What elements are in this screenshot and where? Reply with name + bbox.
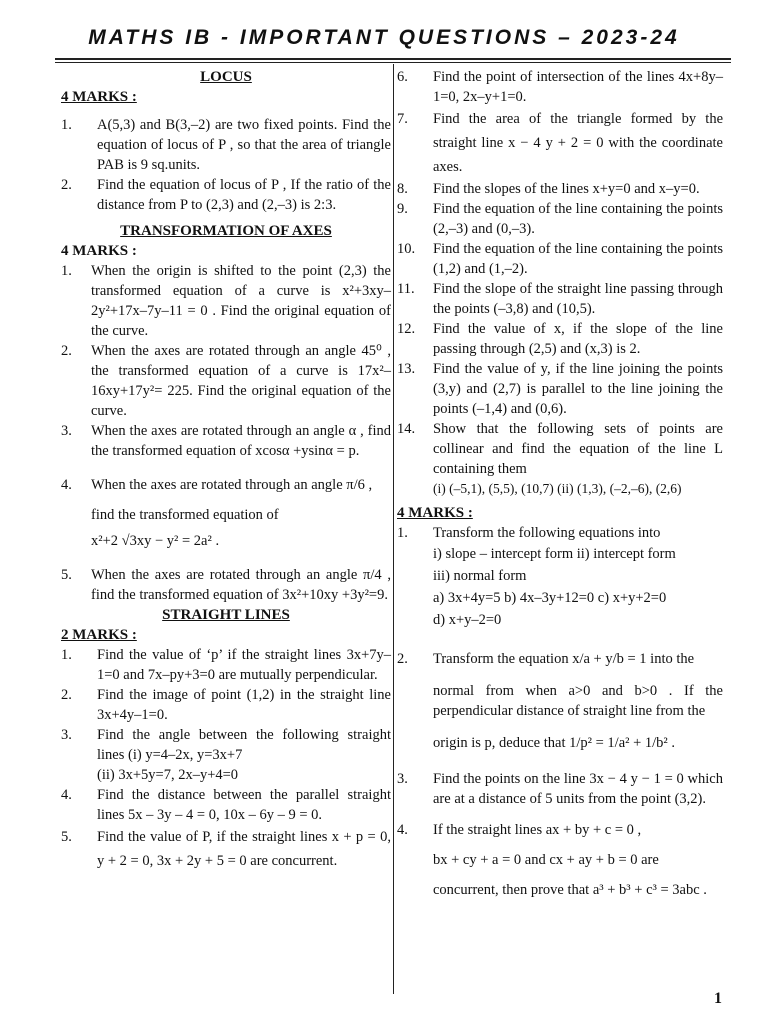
question-item: 10. Find the equation of the line containing the points (1,2) and (1,–2). xyxy=(397,241,723,277)
question-line: find the transformed equation of xyxy=(91,507,279,523)
question-item: 2. Find the equation of locus of P , If the ratio of the distance from P to (2,3) and (2,–3) is 2:3. xyxy=(61,177,391,213)
question-item: 3. Find the angle between the following straight lines (i) y=4–2x, y=3x+7 (ii) 3x+5y=7, 2x–y+4=0 xyxy=(61,727,391,783)
section-title-transformation: TRANSFORMATION OF AXES xyxy=(120,223,332,239)
question-text: Find the value of y, if the line joining the points (3,y) and (2,7) is parallel to the line joining the points (–1,4) and (0,6). xyxy=(433,361,723,417)
question-item: 12. Find the value of x, if the slope of the line passing through (2,5) and (x,3) is 2. xyxy=(397,321,723,357)
question-item: 3. Find the points on the line 3x − 4 y − 1 = 0 which are at a distance of 5 units from the point (3,2). xyxy=(397,771,723,807)
question-text: Find the image of point (1,2) in the straight line 3x+4y–1=0. xyxy=(97,687,391,723)
question-text: When the origin is shifted to the point (2,3) the transformed equation of a curve is x²+3xy–2y²+17x–7y–11 = 0 . Find the original equation of the curve. xyxy=(91,263,391,339)
question-item: 1. Find the value of ‘p’ if the straight lines 3x+7y–1=0 and 7x–py+3=0 are mutually perpendicular. xyxy=(61,647,391,683)
question-item: 2. Find the image of point (1,2) in the straight line 3x+4y–1=0. xyxy=(61,687,391,723)
question-text: Find the value of x, if the slope of the line passing through (2,5) and (x,3) is 2. xyxy=(433,321,723,357)
marks-heading: 4 MARKS : xyxy=(61,243,137,259)
question-item: 5. Find the value of P, if the straight lines x + p = 0, y + 2 = 0, 3x + 2y + 5 = 0 are concurrent. xyxy=(61,829,391,869)
question-text: Find the equation of the line containing the points (2,–3) and (0,–3). xyxy=(433,201,723,237)
question-item: 4. When the axes are rotated through an angle π/6 , find the transformed equation of x²+2 √3xy − y² = 2a² . xyxy=(61,475,391,551)
question-text: Find the value of P, if the straight lines x + p = 0, y + 2 = 0, 3x + 2y + 5 = 0 are concurrent. xyxy=(97,829,391,869)
question-item: 3. When the axes are rotated through an angle α , find the transformed equation of xcosα +ysinα = p. xyxy=(61,423,391,459)
question-text: When the axes are rotated through an angle α , find the transformed equation of xcosα +ysinα = p. xyxy=(91,423,391,459)
question-item: 13. Find the value of y, if the line joining the points (3,y) and (2,7) is parallel to the line joining the points (–1,4) and (0,6). xyxy=(397,361,723,417)
question-item: 1. A(5,3) and B(3,–2) are two fixed points. Find the equation of locus of P , so that the area of triangle PAB is 9 sq.units. xyxy=(61,117,391,173)
question-item: 14. Show that the following sets of points are collinear and find the equation of the line L containing them (i) (–5,1), (5,5), (10,7) (ii) (1,3), (–2,–6), (2,6) xyxy=(397,419,723,499)
right-column xyxy=(397,67,723,905)
question-line: origin is p, deduce that 1/p² = 1/a² + 1/b² . xyxy=(433,735,676,751)
question-text: Show that the following sets of points are collinear and find the equation of the line L containing them xyxy=(433,421,723,477)
question-text: Find the equation of locus of P , If the ratio of the distance from P to (2,3) and (2,–3) is 2:3. xyxy=(97,177,391,213)
question-line: (ii) 3x+5y=7, 2x–y+4=0 xyxy=(97,767,239,783)
question-text: If the straight lines ax + by + c = 0 , xyxy=(433,822,642,838)
question-text: Find the point of intersection of the lines 4x+8y–1=0, 2x–y+1=0. xyxy=(433,69,723,105)
equation: x²+2 √3xy − y² = 2a² . xyxy=(91,533,220,549)
question-text: Find the distance between the parallel straight lines 5x – 3y – 4 = 0, 10x – 6y – 9 = 0. xyxy=(97,787,391,823)
question-text: Find the equation of the line containing the points (1,2) and (1,–2). xyxy=(433,241,723,277)
title-rule-top xyxy=(55,58,731,60)
document-title: MATHS IB - IMPORTANT QUESTIONS – 2023-24 xyxy=(88,26,680,49)
question-line: i) slope – intercept form ii) intercept form xyxy=(433,546,676,562)
question-line: normal from when a>0 and b>0 . If the perpendicular distance of straight line from the xyxy=(433,683,723,719)
question-item: 5. When the axes are rotated through an angle π/4 , find the transformed equation of 3x²+10xy +3y²=9. xyxy=(61,567,391,603)
question-text: When the axes are rotated through an angle 45⁰ , the transformed equation of a curve is 17x²–16xy+17y²= 225. Find the original equation of the curve. xyxy=(91,343,391,419)
title-rule-bottom xyxy=(55,62,731,63)
question-item: 2. Transform the equation x/a + y/b = 1 into the normal from when a>0 and b>0 . If the perpendicular distance of straight line from the origin is p, deduce that 1/p² = 1/a² + 1/b² . xyxy=(397,651,723,751)
question-text: Find the area of the triangle formed by the straight line x − 4 y + 2 = 0 with the coordinate axes. xyxy=(433,111,723,175)
question-item: 2. When the axes are rotated through an angle 45⁰ , the transformed equation of a curve is 17x²–16xy+17y²= 225. Find the original equation of the curve. xyxy=(61,343,391,419)
column-divider xyxy=(393,64,394,994)
question-item: 4. Find the distance between the parallel straight lines 5x – 3y – 4 = 0, 10x – 6y – 9 = 0. xyxy=(61,787,391,823)
question-item: 7. Find the area of the triangle formed by the straight line x − 4 y + 2 = 0 with the coordinate axes. xyxy=(397,111,723,175)
question-line: a) 3x+4y=5 b) 4x–3y+12=0 c) x+y+2=0 xyxy=(433,590,667,606)
question-text: Find the slope of the straight line passing through the points (–3,8) and (10,5). xyxy=(433,281,723,317)
question-line: d) x+y–2=0 xyxy=(433,612,502,628)
marks-heading: 4 MARKS : xyxy=(397,505,473,521)
question-item: 4. If the straight lines ax + by + c = 0 , bx + cy + a = 0 and cx + ay + b = 0 are concurrent, then prove that a³ + b³ + c³ = 3abc . xyxy=(397,815,723,905)
question-text: Transform the equation x/a + y/b = 1 into the xyxy=(433,651,695,667)
question-item: 9. Find the equation of the line containing the points (2,–3) and (0,–3). xyxy=(397,201,723,237)
question-text: Find the slopes of the lines x+y=0 and x–y=0. xyxy=(433,181,700,197)
section-title-locus: LOCUS xyxy=(200,69,252,85)
question-item: 11. Find the slope of the straight line passing through the points (–3,8) and (10,5). xyxy=(397,281,723,317)
question-text: Find the value of ‘p’ if the straight lines 3x+7y–1=0 and 7x–py+3=0 are mutually perpendicular. xyxy=(97,647,391,683)
question-text: Transform the following equations into xyxy=(433,525,661,541)
question-line: iii) normal form xyxy=(433,568,527,584)
question-line: bx + cy + a = 0 and cx + ay + b = 0 are xyxy=(433,852,659,868)
question-item: 6. Find the point of intersection of the lines 4x+8y–1=0, 2x–y+1=0. xyxy=(397,69,723,105)
page-number: 1 xyxy=(714,990,722,1007)
question-text: When the axes are rotated through an angle π/6 , xyxy=(91,477,373,493)
question-item: 1. Transform the following equations into i) slope – intercept form ii) intercept form iii) normal form a) 3x+4y=5 b) 4x–3y+12=0 c) x+y+2=0 d) x+y–2=0 xyxy=(397,523,723,631)
question-text: A(5,3) and B(3,–2) are two fixed points. Find the equation of locus of P , so that the area of triangle PAB is 9 sq.units. xyxy=(97,117,391,173)
question-item: 8. Find the slopes of the lines x+y=0 and x–y=0. xyxy=(397,181,700,197)
marks-heading: 4 MARKS : xyxy=(61,89,137,105)
question-item: 1. When the origin is shifted to the point (2,3) the transformed equation of a curve is x²+3xy–2y²+17x–7y–11 = 0 . Find the original equation of the curve. xyxy=(61,263,391,339)
question-text: Find the points on the line 3x − 4 y − 1 = 0 which are at a distance of 5 units from the point (3,2). xyxy=(433,771,723,807)
question-line: (i) (–5,1), (5,5), (10,7) (ii) (1,3), (–2,–6), (2,6) xyxy=(433,481,682,496)
section-title-straight-lines: STRAIGHT LINES xyxy=(162,607,290,623)
question-text: Find the angle between the following straight lines (i) y=4–2x, y=3x+7 xyxy=(97,727,391,763)
left-column xyxy=(61,67,391,873)
question-line: concurrent, then prove that a³ + b³ + c³ = 3abc . xyxy=(433,882,707,898)
question-text: When the axes are rotated through an angle π/4 , find the transformed equation of 3x²+10xy +3y²=9. xyxy=(91,567,391,603)
marks-heading: 2 MARKS : xyxy=(61,627,137,643)
